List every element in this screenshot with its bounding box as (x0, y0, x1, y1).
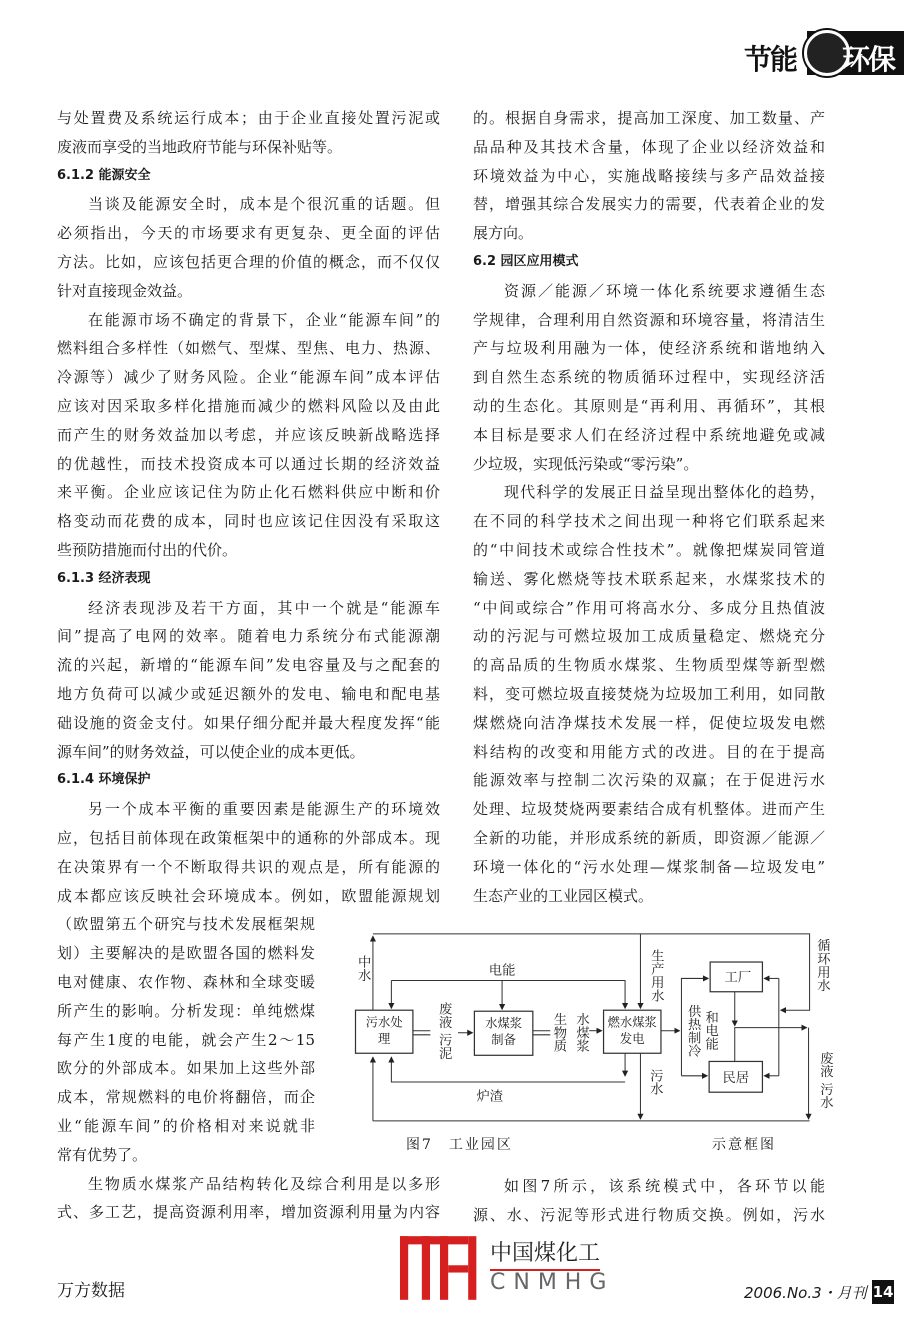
text-line: 能源效率与控制二次污染的双赢；在于促进污水 (473, 771, 825, 790)
text-line: 必须指出，今天的市场要求有更复杂、更全面的评估 (57, 224, 440, 243)
text-line: 础设施的资金支付。如果仔细分配并最大程度发挥“能 (57, 713, 440, 732)
text-line: 品品种及其技术含量，体现了企业以经济效益和 (473, 137, 825, 156)
text-line: （欧盟第五个研究与技术发展框架规 (57, 915, 315, 934)
text-line: 动的生态化。其原则是“再利用、再循环”，其根 (473, 397, 825, 415)
text-line: 的。根据自身需求，提高加工深度、加工数量、产 (473, 109, 825, 127)
label-residence: 民居 (722, 1070, 750, 1086)
text-line: “中间或综合”作用可将高水分、多成分且热值波 (473, 598, 825, 617)
text-line: 冷源等）减少了财务风险。企业“能源车间”成本评估 (57, 368, 440, 387)
section-heading: 6.1.3 经济表现 (57, 570, 151, 586)
label-waste-liquid-sludge: 废液 污泥 (436, 1002, 452, 1060)
label-recycled-water: 循环用水 (814, 938, 830, 992)
text-line: 的高品质的生物质水煤浆、生物质型煤等新型燃 (473, 656, 825, 675)
text-line: 源车间”的财务效益，可以使企业的成本更低。 (57, 742, 365, 761)
watermark-logo-icon (400, 1236, 480, 1300)
text-line: 间”提高了电网的效率。随着电力系统分布式能源潮 (57, 627, 440, 646)
text-line: 产与垃圾利用融为一体，使经济系统和谐地纳入 (473, 339, 825, 358)
text-line: 经济表现涉及若干方面，其中一个就是“能源车 (88, 598, 440, 617)
text-line: 资源／能源／环境一体化系统要求遵循生态 (504, 281, 825, 300)
text-line: 全新的功能，并形成系统的新质，即资源／能源／ (473, 829, 825, 847)
figure-7-diagram (340, 920, 904, 1125)
text-line: 生物质水煤浆产品结构转化及综合利用是以多形 (88, 1174, 440, 1193)
text-line: 在能源市场不确定的背景下，企业“能源车间”的 (88, 310, 440, 329)
text-line: 输送、雾化燃烧等技术联系起来，水煤浆技术的 (473, 569, 825, 588)
watermark-text-cn: 中国煤化工 (490, 1236, 600, 1271)
text-line: 环境效益为中心，实施战略接续与多产品效益接 (473, 166, 825, 185)
footer-source: 万方数据 (57, 1281, 125, 1301)
text-line: 现代科学的发展正日益呈现出整体化的趋势， (504, 483, 825, 502)
text-line: 在决策界有一个不断取得共识的观点是，所有能源的 (57, 857, 440, 876)
logo-text-left: 节能 (744, 43, 797, 76)
text-line: 应，包括目前体现在政策框架中的通称的外部成本。现 (57, 829, 440, 847)
label-power: 燃水煤浆发电 (607, 1015, 657, 1047)
text-line: 业“能源车间”的价格相对来说就非 (57, 1117, 315, 1135)
footer-issue: 2006.No.3・月刊 (744, 1284, 867, 1302)
text-line: 格变动而花费的成本，同时也应该记住因没有采取这 (57, 512, 440, 531)
text-line: 方法。比如，应该包括更合理的价值的概念，而不仅仅 (57, 253, 440, 271)
text-line: 源、水、污泥等形式进行物质交换。例如，污水 (473, 1205, 825, 1224)
text-line: 煤燃烧向洁净煤技术发展一样，促使垃圾发电燃 (473, 713, 825, 732)
label-reclaimed-water: 中水 (355, 954, 371, 982)
text-line: 料，变可燃垃圾直接焚烧为垃圾加工利用，如同散 (473, 685, 825, 703)
text-line: 而产生的财务效益加以考虑，并应该反映新战略选择 (57, 425, 440, 444)
label-slurry-prep: 水煤浆制备 (485, 1016, 523, 1048)
text-line: 地方负荷可以减少或延迟额外的发电、输电和配电基 (57, 685, 440, 703)
text-line: 应该对因采取多样化措施而减少的燃料风险以及由此 (57, 397, 440, 415)
label-heat-cool: 供热制冷 (685, 1004, 701, 1058)
text-line: 学规律，合理利用自然资源和环境容量，将清洁生 (473, 310, 825, 329)
watermark (400, 1236, 700, 1306)
text-line: 成本，常规燃料的电价将翻倍，而企 (57, 1088, 315, 1107)
text-line: 每产生1度的电能，就会产生2～15 (57, 1030, 315, 1049)
text-line: 如图7所示，该系统模式中，各环节以能 (504, 1177, 825, 1195)
text-line: 当谈及能源安全时，成本是个很沉重的话题。但 (88, 195, 440, 214)
text-line: 燃料组合多样性（如燃气、型煤、型焦、电力、热源、 (57, 339, 440, 358)
text-line: 来平衡。企业应该记住为防止化石燃料供应中断和价 (57, 483, 440, 502)
text-line: 生态产业的工业园区模式。 (473, 886, 654, 905)
text-line: 本目标是要求人们在经济过程中系统地避免或减 (473, 425, 825, 444)
text-line: 展方向。 (473, 224, 534, 243)
text-line: 电对健康、农作物、森林和全球变暖 (57, 973, 315, 991)
text-line: 在不同的科学技术之间出现一种将它们联系起来 (473, 512, 825, 531)
text-line: 料结构的改变和用能方式的改进。目的在于提高 (473, 742, 825, 761)
text-line: 替，增强其综合发展实力的需要，代表着企业的发 (473, 195, 825, 214)
text-line: 常有优势了。 (57, 1145, 148, 1164)
text-line: 所产生的影响。分析发现：单纯燃煤 (57, 1001, 315, 1020)
label-electricity: 电能 (488, 963, 516, 979)
label-waste-liquid-sewage: 废液 污水 (817, 1051, 833, 1109)
text-line: 到自然生态系统的物质循环过程中，实现经济活 (473, 368, 825, 387)
text-line: 划）主要解决的是欧盟各国的燃料发 (57, 944, 315, 963)
label-factory: 工厂 (724, 970, 752, 986)
label-and-power: 和电能 (702, 1010, 718, 1051)
page-number: 14 (872, 1280, 894, 1304)
text-line: 式、多工艺，提高资源利用率，增加资源利用量为内容 (57, 1203, 440, 1222)
section-heading: 6.2 园区应用模式 (473, 254, 579, 269)
label-slag: 炉渣 (476, 1089, 504, 1105)
text-line: 与处置费及系统运行成本；由于企业直接处置污泥或 (57, 109, 440, 127)
label-sewage-out: 污水 (647, 1068, 663, 1096)
figure-caption-end: 示意框图 (712, 1137, 776, 1153)
label-biomass: 生物质 (550, 1012, 566, 1053)
text-line: 少垃圾，实现低污染或“零污染”。 (473, 454, 699, 473)
text-line: 些预防措施而付出的代价。 (57, 541, 238, 559)
magazine-section-logo (712, 16, 904, 76)
text-line: 环境一体化的“污水处理—煤浆制备—垃圾发电” (473, 857, 825, 876)
label-sewage: 污水处理 (365, 1015, 403, 1047)
section-heading: 6.1.2 能源安全 (57, 167, 151, 183)
text-line: 另一个成本平衡的重要因素是能源生产的环境效 (88, 800, 440, 819)
label-production-water: 生产用水 (648, 948, 664, 1002)
text-line: 流的兴起，新增的“能源车间”发电容量及与之配套的 (57, 656, 440, 675)
figure-caption: 图7 工业园区 (406, 1137, 513, 1153)
label-cws: 水煤浆 (573, 1012, 589, 1053)
section-heading: 6.1.4 环境保护 (57, 772, 151, 788)
text-line: 动的污泥与可燃垃圾加工成质量稳定、燃烧充分 (473, 627, 825, 646)
text-line: 的优越性，而技术投资成本可以通过长期的经济效益 (57, 454, 440, 473)
text-line: 欧分的外部成本。如果加上这些外部 (57, 1059, 315, 1078)
text-line: 废液而享受的当地政府节能与环保补贴等。 (57, 137, 343, 156)
watermark-text-en: CNMHG (490, 1270, 615, 1295)
text-line: 成本都应该反映社会环境成本。例如，欧盟能源规划 (57, 886, 440, 905)
text-line: 的“中间技术或综合性技术”。就像把煤炭同管道 (473, 541, 825, 559)
logo-text-right: 环保 (842, 43, 895, 76)
text-line: 针对直接现金效益。 (57, 281, 193, 300)
text-line: 处理、垃圾焚烧两要素结合成有机整体。进而产生 (473, 800, 825, 819)
